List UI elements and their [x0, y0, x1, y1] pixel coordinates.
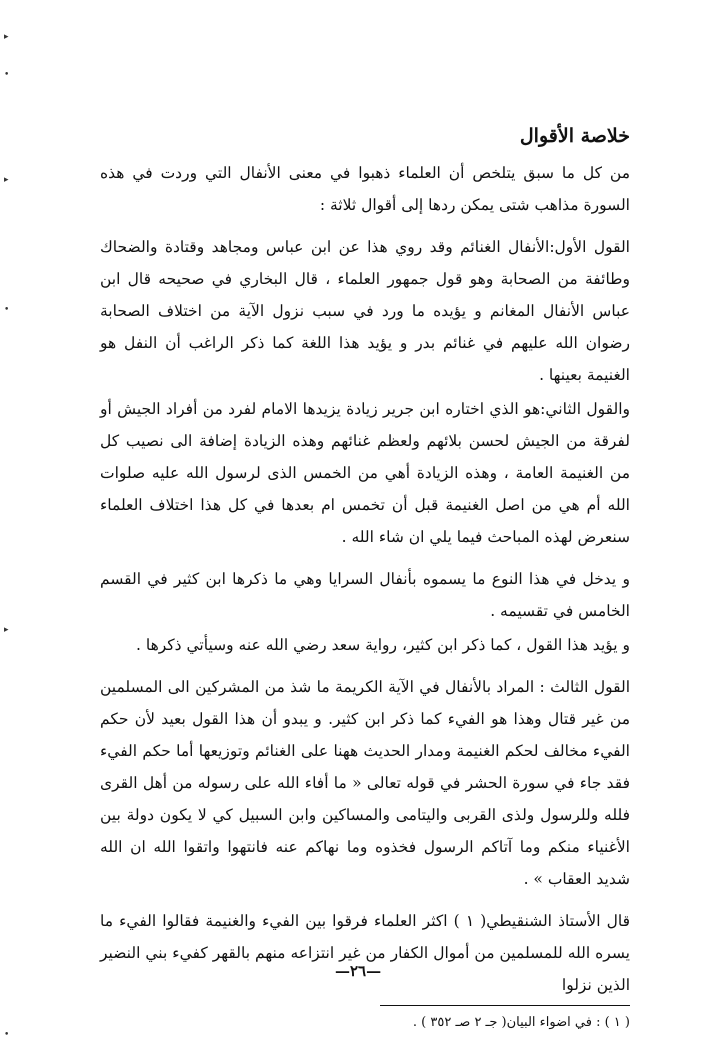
- section-heading: خلاصة الأقوال: [519, 125, 630, 147]
- scan-mark: •: [4, 305, 10, 315]
- footnote: ( ١ ) : في اضواء البيان( جـ ٢ صـ ٣٥٢ ) .: [412, 1015, 630, 1030]
- scan-mark: •: [4, 1030, 10, 1040]
- document-page: [100, 125, 630, 1034]
- paragraph-support-note: و يؤيد هذا القول ، كما ذكر ابن كثير، رواية سعد رضي الله عنه وسيأتي ذكرها .: [136, 636, 630, 654]
- paragraph-first-opinion: القول الأول:الأنفال الغنائم وقد روي هذا عن ابن عباس ومجاهد وقتادة والضحاك وطائفة من الصحابة وهو قول جمهور العلماء ، قال البخاري في صحيحه قال ابن عباس الأنفال المغانم و يؤيده ما ورد في سبب نزول الآية من اختلاف الصحابة رضوان الله عليهم في غنائم بدر و يؤيد هذا اللغة كما ذكر الراغب أن النفل هو الغنيمة بعينها .: [100, 238, 630, 384]
- scan-mark: ▸: [4, 625, 9, 635]
- paragraph-intro: من كل ما سبق يتلخص أن العلماء ذهبوا في معنى الأنفال التي وردت في هذه السورة مذاهب شتى يمكن ردها إلى أقوال ثلاثة :: [100, 164, 630, 214]
- scan-mark: ▸: [4, 32, 9, 42]
- paragraph-third-opinion: القول الثالث : المراد بالأنفال في الآية الكريمة ما شذ من المشركين الى المسلمين من غير قتال وهذا هو الفيء كما ذكر ابن كثير. و يبدو أن هذا القول بعيد لأن حكم الفيء مخالف لحكم الغنيمة ومدار الحديث ههنا على الغنائم وتوزيعها أما حكم الفيء فقد جاء في سورة الحشر في قوله تعالى « ما أفاء الله على رسوله من أهل القرى فلله وللرسول ولذى القربى واليتامى والمساكين وابن السبيل كي لا يكون دولة بين الأغنياء منكم وما آتاكم الرسول فخذوه وما نهاكم عنه فانتهوا واتقوا الله ان الله شديد العقاب » .: [100, 678, 630, 888]
- scan-mark: ▸: [4, 175, 9, 185]
- paragraph-second-opinion: والقول الثاني:هو الذي اختاره ابن جرير زيادة يزيدها الامام لفرد من أفراد الجيش أو لفرقة من الجيش لحسن بلائهم ولعظم غنائهم وهذه الزيادة إضافة الى نصيب كل من الغنيمة العامة ، وهذه الزيادة أهي من الخمس الذى لرسول الله عليه صلوات الله أم هي من اصل الغنيمة قبل أن تخمس ام بعدها في كل هذا اختلاف العلماء سنعرض لهذه المباحث فيما يلي ان شاء الله .: [100, 400, 630, 546]
- scan-mark: •: [4, 70, 10, 80]
- paragraph-sariya-note: و يدخل في هذا النوع ما يسموه بأنفال السرايا وهي ما ذكرها ابن كثير في القسم الخامس في تقسيمه .: [100, 570, 630, 620]
- footnote-divider: [380, 1005, 630, 1006]
- paragraph-shanqiti-quote: قال الأستاذ الشنقيطي( ١ ) اكثر العلماء فرقوا بين الفيء والغنيمة فقالوا الفيء ما يسره الله للمسلمين من أموال الكفار من غير انتزاعه منهم بالقهر كفيء بني النضير الذين نزلوا: [100, 912, 631, 994]
- page-number: —٢٦—: [334, 962, 382, 980]
